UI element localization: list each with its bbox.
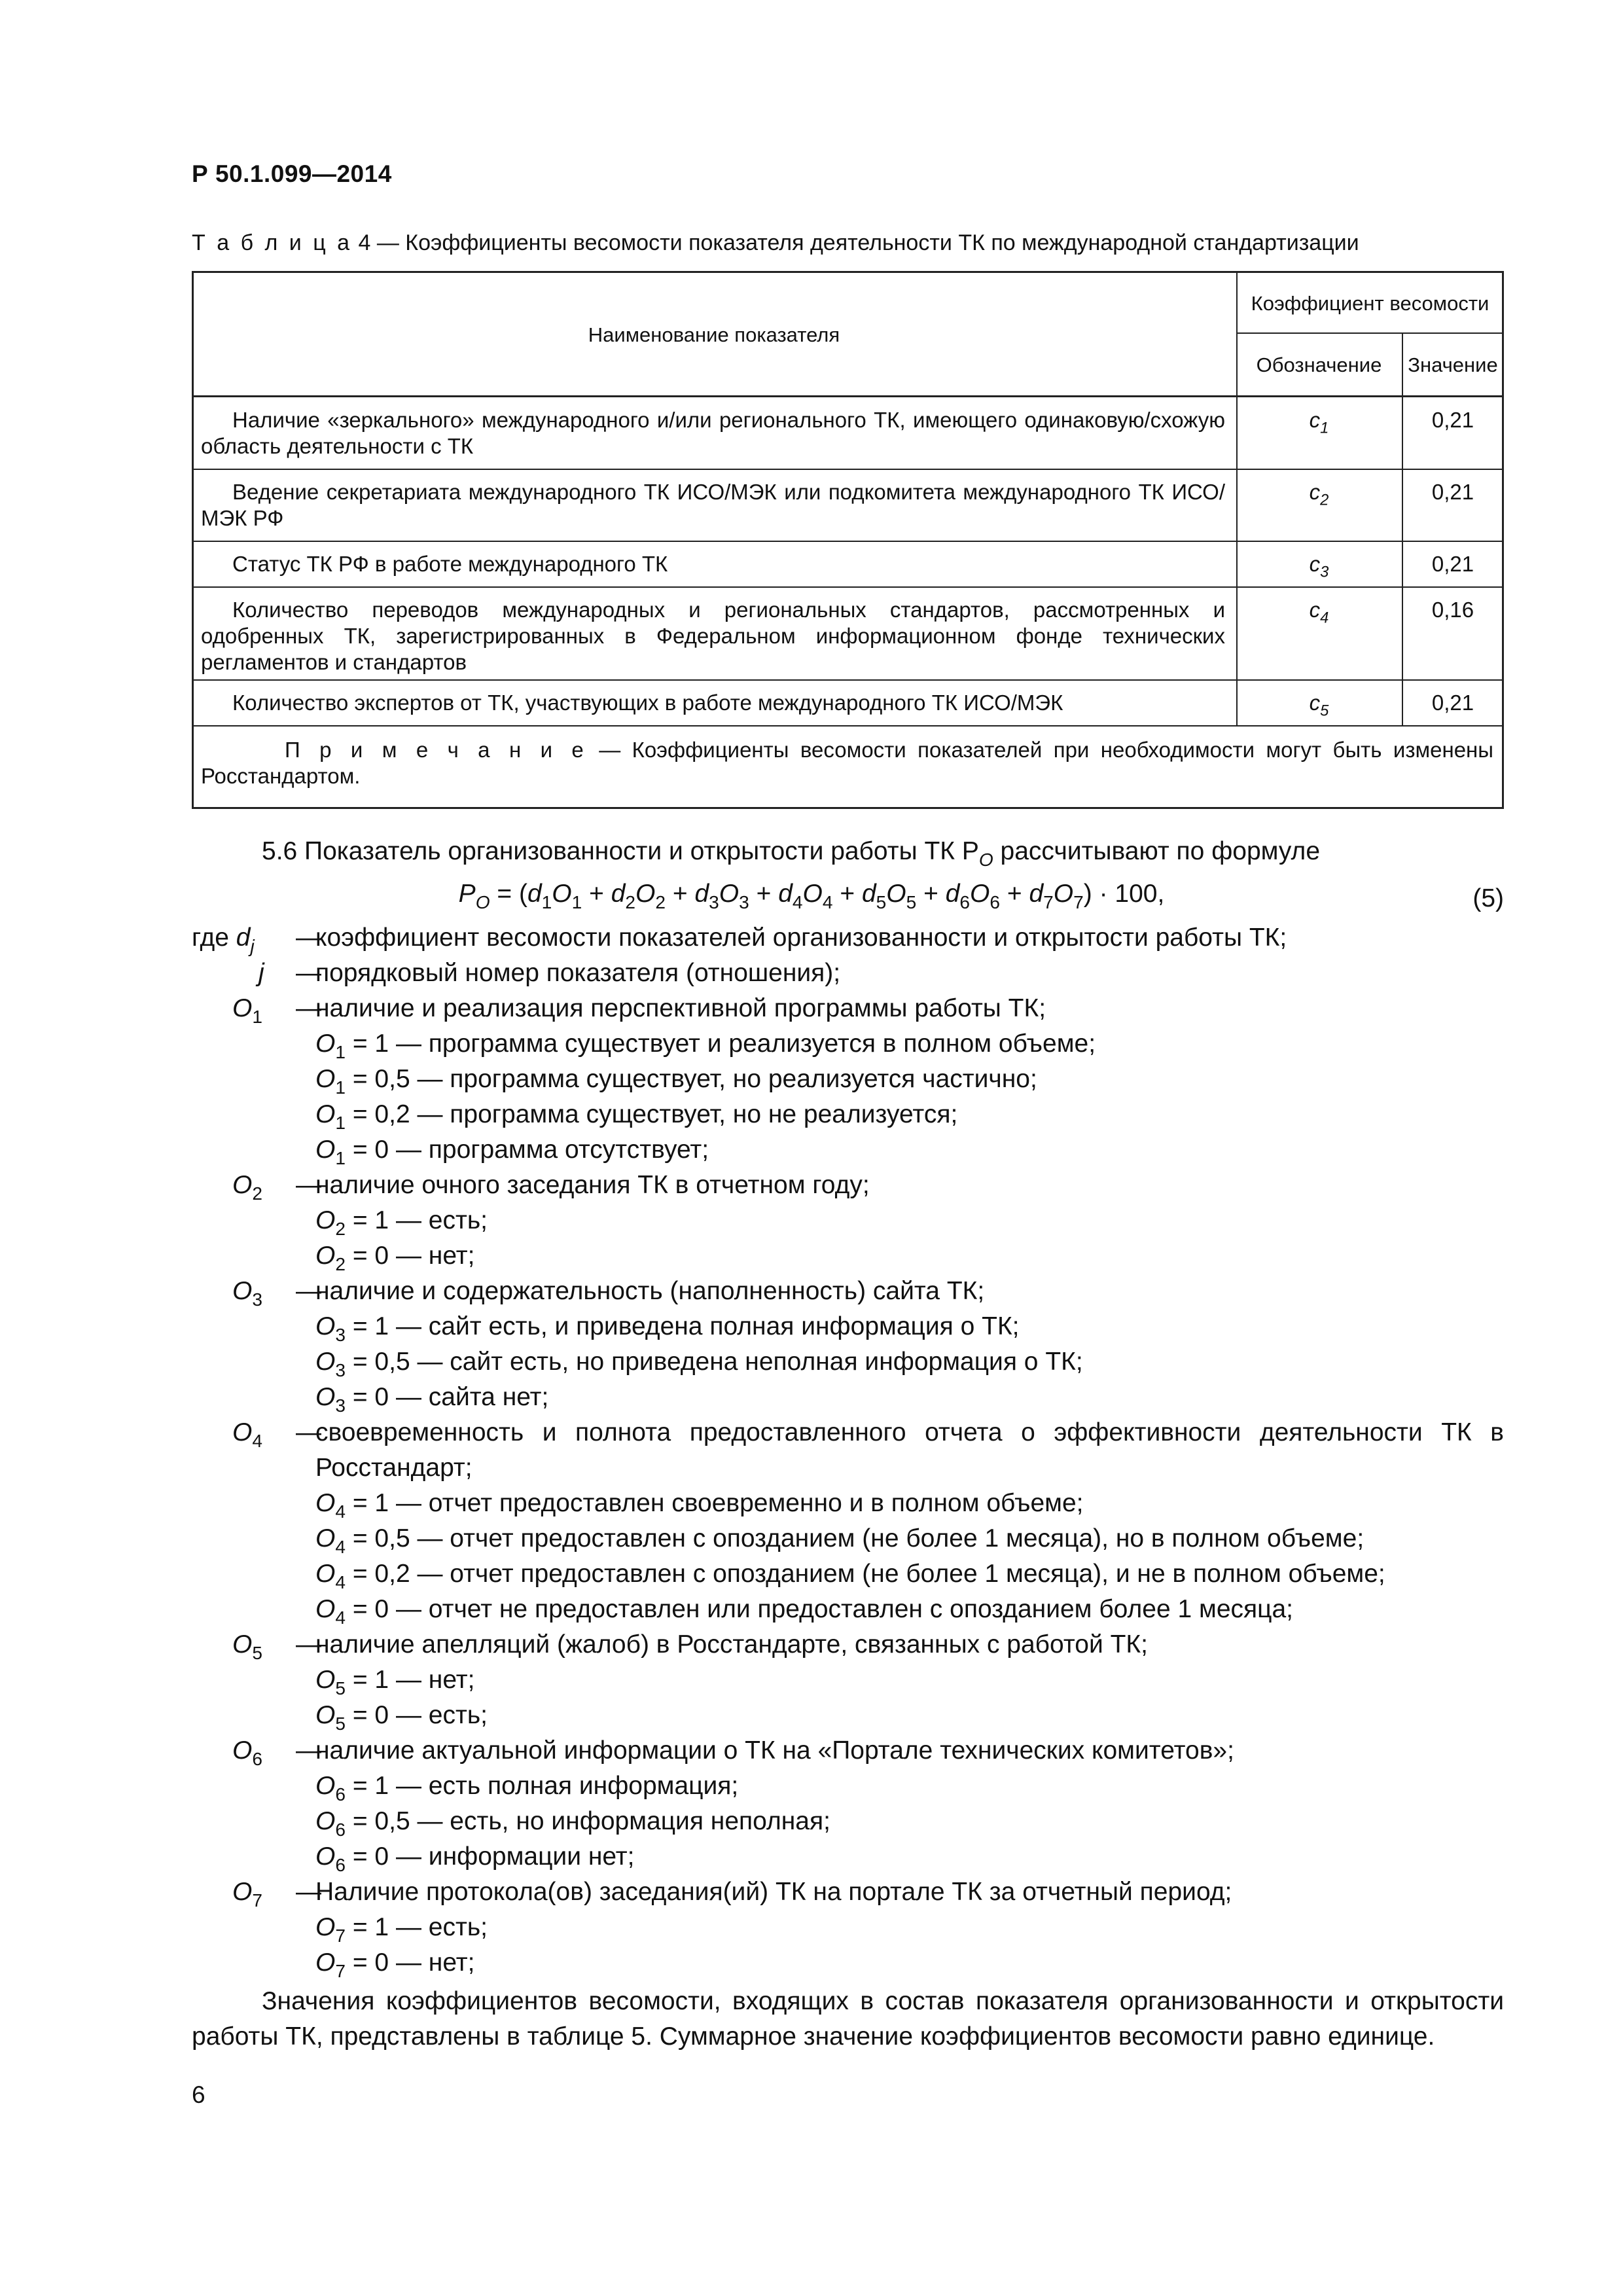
o2-value-1: $O_2 = 1$ — есть; <box>315 1206 488 1239</box>
header-symbol: Обозначение <box>1256 353 1382 376</box>
table-row-5-symbol: $c_5$ <box>1309 691 1329 720</box>
table-caption-text: 4 — Коэффициенты весомости показателя деятельности ТК по международной стандартизации <box>352 230 1359 255</box>
table-row-2-symbol: $c_2$ <box>1309 480 1329 509</box>
label-o4: $O_4$ <box>232 1418 262 1451</box>
def-o1: наличие и реализация перспективной программы работы ТК; <box>315 994 1046 1022</box>
table-row-4-value: 0,16 <box>1431 598 1474 622</box>
o3-value-2: $O_3 = 0,5$ — сайт есть, но приведена неполная информация о ТК; <box>315 1348 1083 1380</box>
o2-value-2: $O_2 = 0$ — нет; <box>315 1242 475 1274</box>
table-row-2-value: 0,21 <box>1431 480 1474 504</box>
table-row-3-value: 0,21 <box>1431 552 1474 576</box>
table-row-5-name: Количество экспертов от ТК, участвующих в работе международного ТК ИСО/МЭК <box>232 691 1063 715</box>
header-weight-coefficient: Коэффициент весомости <box>1251 292 1489 315</box>
table-caption-prefix: Т а б л и ц а <box>192 230 353 255</box>
table-row-2-name: Ведение секретариата международного ТК ИСО/МЭК или подкомитета международного ТК ИСО/МЭК РФ <box>201 480 1225 530</box>
o3-value-3: $O_3 = 0$ — сайта нет; <box>315 1383 549 1416</box>
table-note-text: — Коэффициенты весомости показателей при необходимости могут быть изменены Росстандартом. <box>201 738 1494 788</box>
o7-value-1: $O_7 = 1$ — есть; <box>315 1913 488 1946</box>
table-row-5-value: 0,21 <box>1431 691 1474 715</box>
table-row-3-name: Статус ТК РФ в работе международного ТК <box>232 552 668 576</box>
page-number: 6 <box>192 2081 205 2108</box>
o1-value-2: $O_1 = 0,5$ — программа существует, но реализуется частично; <box>315 1065 1037 1098</box>
coefficient-table <box>192 271 1504 809</box>
o4-value-2: $O_4 = 0,5$ — отчет предоставлен с опозданием (не более 1 месяца), но в полном объеме; <box>315 1524 1364 1557</box>
def-o4-line-2: Росстандарт; <box>315 1454 473 1482</box>
final-paragraph: Значения коэффициентов весомости, входящих в состав показателя организованности и открытости работы ТК, представлены в таблице 5. Суммарное значение коэффициентов весомости равно единице. <box>192 1987 1504 2051</box>
def-o5: наличие апелляций (жалоб) в Росстандарте, связанных с работой ТК; <box>315 1630 1148 1659</box>
header-value: Значение <box>1408 353 1498 376</box>
label-o3: $O_3$ <box>232 1277 262 1310</box>
document-page: Р 50.1.099—2014 Т а б л и ц а 4 — Коэффициенты весомости показателя деятельности ТК по международной стандартизации Наименование показателя Коэффициент весомости Обозначение Значение Наличие «зеркального» международного и/или регионального ТК, имеющего одинаковую/схожую область деятельности с ТК $c_1$ 0,21 Ведение секретариата международного ТК ИСО/МЭК или подкомитета международного ТК ИСО/МЭК РФ $c_2$ 0,21 Статус ТК РФ в работе международного ТК $c_3$ 0,21 Количество переводов международных и региональных стандартов, рассмотренных и одобренных ТК, зарегистрированных в Федеральном информационном фонде технических регламентов и стандартов $c_4$ 0,16 Количество экспертов от ТК, участвующих в работе международного ТК ИСО/МЭК $c_5$ 0,21 П р и м е ч а н и е — Коэффициенты весомости показателей при необходимости могут быть изменены Росстандартом. 5.6 Показатель организованности и открытости работы ТК $P_O$ рассчитывают по формуле $P_O = (d_1O_1 + d_2O_2 + d_3O_3 + d_4O_4 + d_5O_5 + d_6O_6 + d_7O_7) \cdot 100$, (5) где $d_j$ — коэффициент весомости показателей организованности и открытости работы ТК; j — порядковый номер показателя (отношения); $O_1$ — наличие и реализация перспективной программы работы ТК; $O_1 = 1$ — программа существует и реализуется в полном объеме; $O_1 = 0,5$ — программа существует, но реализуется частично; $O_1 = 0,2$ — программа существует, но не реализуется; $O_1 = 0$ — программа отсутствует; $O_2$ — наличие очного заседания ТК в отчетном году; $O_2 = 1$ — есть; $O_2 = 0$ — нет; $O_3$ — наличие и содержательность (наполненность) сайта ТК; $O_3 = 1$ — сайт есть, и приведена полная информация о ТК; $O_3 = 0,5$ — сайт есть, но приведена неполная информация о ТК; $O_3 = 0$ — сайта нет; $O_4$ — своевременность и полнота предоставленного отчета о эффективности деятельности ТК в Росстандарт; $O_4 = 1$ — отчет предоставлен своевременно и в полном объеме; $O_4 = 0,5$ — отчет предоставлен с опозданием (не более 1 месяца), но в полном объеме; $O_4 = 0,2$ — отчет предоставлен с опозданием (не более 1 месяца), и не в полном объеме; $O_4 = 0$ — отчет не предоставлен или предоставлен с опозданием более 1 месяца; $O_5$ — наличие апелляций (жалоб) в Росстандарте, связанных с работой ТК; $O_5 = 1$ — нет; $O_5 = 0$ — есть; $O_6$ — наличие актуальной информации о ТК на «Портале технических комитетов»; $O_6 = 1$ — есть полная информация; $O_6 = 0,5$ — есть, но информация неполная; $O_6 = 0$ — информации нет; $O_7$ — Наличие протокола(ов) заседания(ий) ТК на портале ТК за отчетный период; $O_7 = 1$ — есть; $O_7 = 0$ — нет; Значения коэффициентов весомости, входящих в состав показателя организованности и открытости работы ТК, представлены в таблице 5. Суммарное значение коэффициентов весомости равно единице. 6 <box>0 0 1623 2296</box>
table-caption <box>192 230 1359 256</box>
def-j: порядковый номер показателя (отношения); <box>315 959 841 987</box>
def-o2: наличие очного заседания ТК в отчетном году; <box>315 1171 870 1199</box>
o6-value-3: $O_6 = 0$ — информации нет; <box>315 1842 635 1875</box>
o4-value-4: $O_4 = 0$ — отчет не предоставлен или предоставлен с опозданием более 1 месяца; <box>315 1595 1293 1628</box>
table-note-prefix: П р и м е ч а н и е <box>285 738 588 762</box>
o4-value-1: $O_4 = 1$ — отчет предоставлен своевременно и в полном объеме; <box>315 1489 1084 1522</box>
def-o3: наличие и содержательность (наполненность) сайта ТК; <box>315 1277 985 1305</box>
table-row-1-value: 0,21 <box>1431 408 1474 432</box>
o5-value-1: $O_5 = 1$ — нет; <box>315 1666 475 1698</box>
where-label: где $d_j$ <box>192 924 255 956</box>
label-o6: $O_6$ <box>232 1736 262 1769</box>
table-row-1-name: Наличие «зеркального» международного и/или регионального ТК, имеющего одинаковую/схожую область деятельности с ТК <box>201 408 1225 458</box>
table-row-3-symbol: $c_3$ <box>1309 552 1329 581</box>
def-o7: Наличие протокола(ов) заседания(ий) ТК на портале ТК за отчетный период; <box>315 1878 1232 1906</box>
label-j: j <box>259 959 264 987</box>
section-intro: 5.6 Показатель организованности и открытости работы ТК $P_O$ рассчитывают по формуле <box>262 837 1321 870</box>
def-o4-line-1: своевременность и полнота предоставленного отчета о эффективности деятельности ТК в <box>315 1418 1504 1446</box>
table-row-4-name: Количество переводов международных и региональных стандартов, рассмотренных и одобренных ТК, зарегистрированных в Федеральном информационном фонде технических регламентов и стандартов <box>201 598 1225 674</box>
formula-5: $P_O = (d_1O_1 + d_2O_2 + d_3O_3 + d_4O_4 + d_5O_5 + d_6O_6 + d_7O_7) \cdot 100$, <box>458 880 1165 912</box>
def-d: коэффициент весомости показателей организованности и открытости работы ТК; <box>315 924 1287 952</box>
o7-value-2: $O_7 = 0$ — нет; <box>315 1948 475 1981</box>
table-row-4-symbol: $c_4$ <box>1309 598 1329 627</box>
o5-value-2: $O_5 = 0$ — есть; <box>315 1701 488 1734</box>
o1-value-4: $O_1 = 0$ — программа отсутствует; <box>315 1136 709 1168</box>
table-note <box>201 737 1493 789</box>
document-code: Р 50.1.099—2014 <box>192 160 392 187</box>
label-o1: $O_1$ <box>232 994 262 1027</box>
label-o2: $O_2$ <box>232 1171 262 1204</box>
o4-value-3: $O_4 = 0,2$ — отчет предоставлен с опозданием (не более 1 месяца), и не в полном объеме; <box>315 1560 1385 1592</box>
label-o5: $O_5$ <box>232 1630 262 1663</box>
o1-value-3: $O_1 = 0,2$ — программа существует, но не реализуется; <box>315 1100 958 1133</box>
o1-value-1: $O_1 = 1$ — программа существует и реализуется в полном объеме; <box>315 1030 1096 1062</box>
table-row-1-symbol: $c_1$ <box>1309 408 1329 437</box>
o6-value-1: $O_6 = 1$ — есть полная информация; <box>315 1772 739 1804</box>
formula-number: (5) <box>1472 884 1504 912</box>
label-o7: $O_7$ <box>232 1878 262 1910</box>
o6-value-2: $O_6 = 0,5$ — есть, но информация неполная; <box>315 1807 830 1840</box>
header-indicator-name: Наименование показателя <box>588 323 840 346</box>
o3-value-1: $O_3 = 1$ — сайт есть, и приведена полная информация о ТК; <box>315 1312 1020 1345</box>
def-o6: наличие актуальной информации о ТК на «Портале технических комитетов»; <box>315 1736 1234 1765</box>
